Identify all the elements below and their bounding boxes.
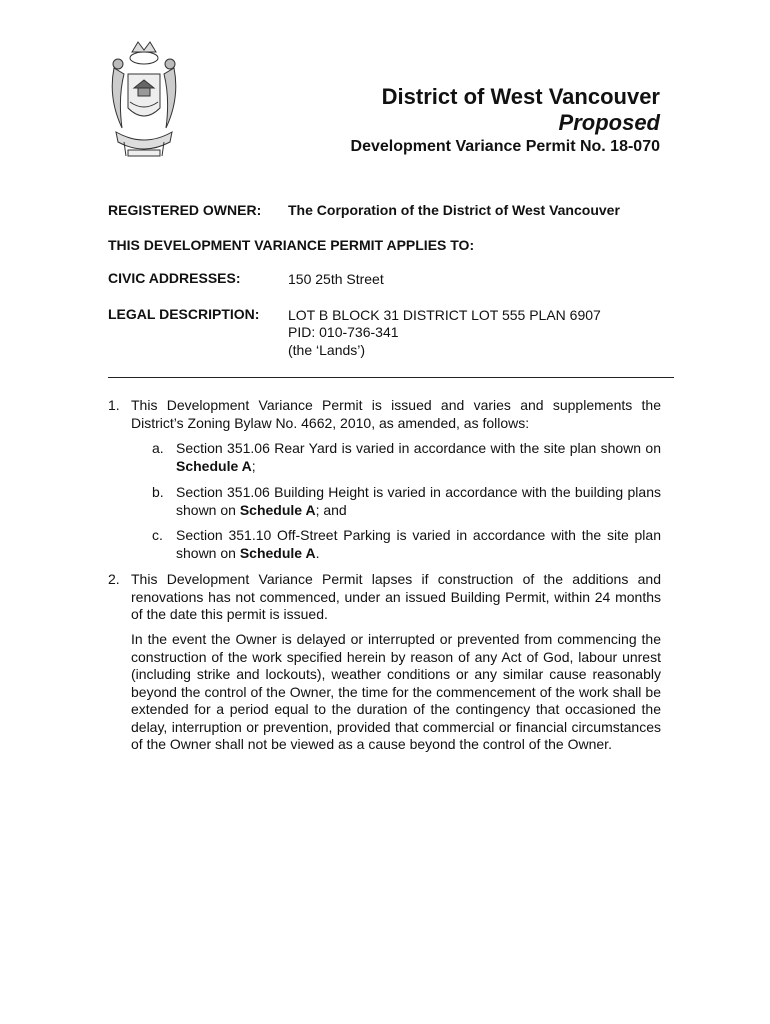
item-a-text: Section 351.06 Rear Yard is varied in accordance with the site plan shown on Schedule A; (176, 440, 661, 474)
item-2-text: This Development Variance Permit lapses if construction of the additions and renovations has not commenced, under an issued Building Permit, within 24 months of the date this permit is issued. (131, 571, 661, 622)
item-a-letter: a. (152, 440, 164, 456)
permit-number: Development Variance Permit No. 18-070 (350, 138, 660, 155)
item-c-text: Section 351.10 Off-Street Parking is varied in accordance with the site plan shown on Schedule A. (176, 527, 661, 561)
item-2-paragraph: In the event the Owner is delayed or interrupted or prevented from commencing the construction of the work specified herein by reason of any Act of God, labour unrest (including strike and lockouts), weather conditions or any similar cause reasonably beyond the control of the Owner, the time for the commencement of the work shall be extended for a period equal to the duration of the contingency that occasioned the delay, interruption or prevention, provided that commercial or financial circumstances of the Owner shall not be viewed as a cause beyond the control of the Owner. (131, 631, 661, 752)
district-crest-logo (104, 38, 184, 160)
legal-lands: (the ‘Lands’) (288, 342, 366, 358)
schedule-a-ref: Schedule A (239, 501, 316, 518)
item-b-letter: b. (152, 484, 164, 500)
civic-label: CIVIC ADDRESSES: (108, 270, 241, 286)
status-label: Proposed (558, 110, 660, 135)
divider (108, 377, 674, 378)
civic-value: 150 25th Street (288, 271, 384, 287)
item-1-number: 1. (108, 397, 120, 413)
item-1-text: This Development Variance Permit is issued and varies and supplements the District’s Zoning Bylaw No. 4662, 2010, as amended, as follows: (131, 397, 661, 431)
document-title: District of West Vancouver (381, 84, 660, 109)
applies-to-heading: THIS DEVELOPMENT VARIANCE PERMIT APPLIES TO: (108, 237, 475, 253)
schedule-a-ref: Schedule A (176, 457, 252, 474)
legal-pid: PID: 010-736-341 (288, 324, 399, 340)
legal-label: LEGAL DESCRIPTION: (108, 306, 260, 322)
schedule-a-ref: Schedule A (239, 544, 316, 561)
legal-line-1: LOT B BLOCK 31 DISTRICT LOT 555 PLAN 6907 (288, 307, 601, 323)
item-b-text: Section 351.06 Building Height is varied in accordance with the building plans shown on Schedule A; and (176, 484, 661, 518)
item-c-letter: c. (152, 527, 163, 543)
owner-label: REGISTERED OWNER: (108, 202, 262, 218)
item-2-number: 2. (108, 571, 120, 587)
owner-value: The Corporation of the District of West Vancouver (288, 202, 620, 218)
